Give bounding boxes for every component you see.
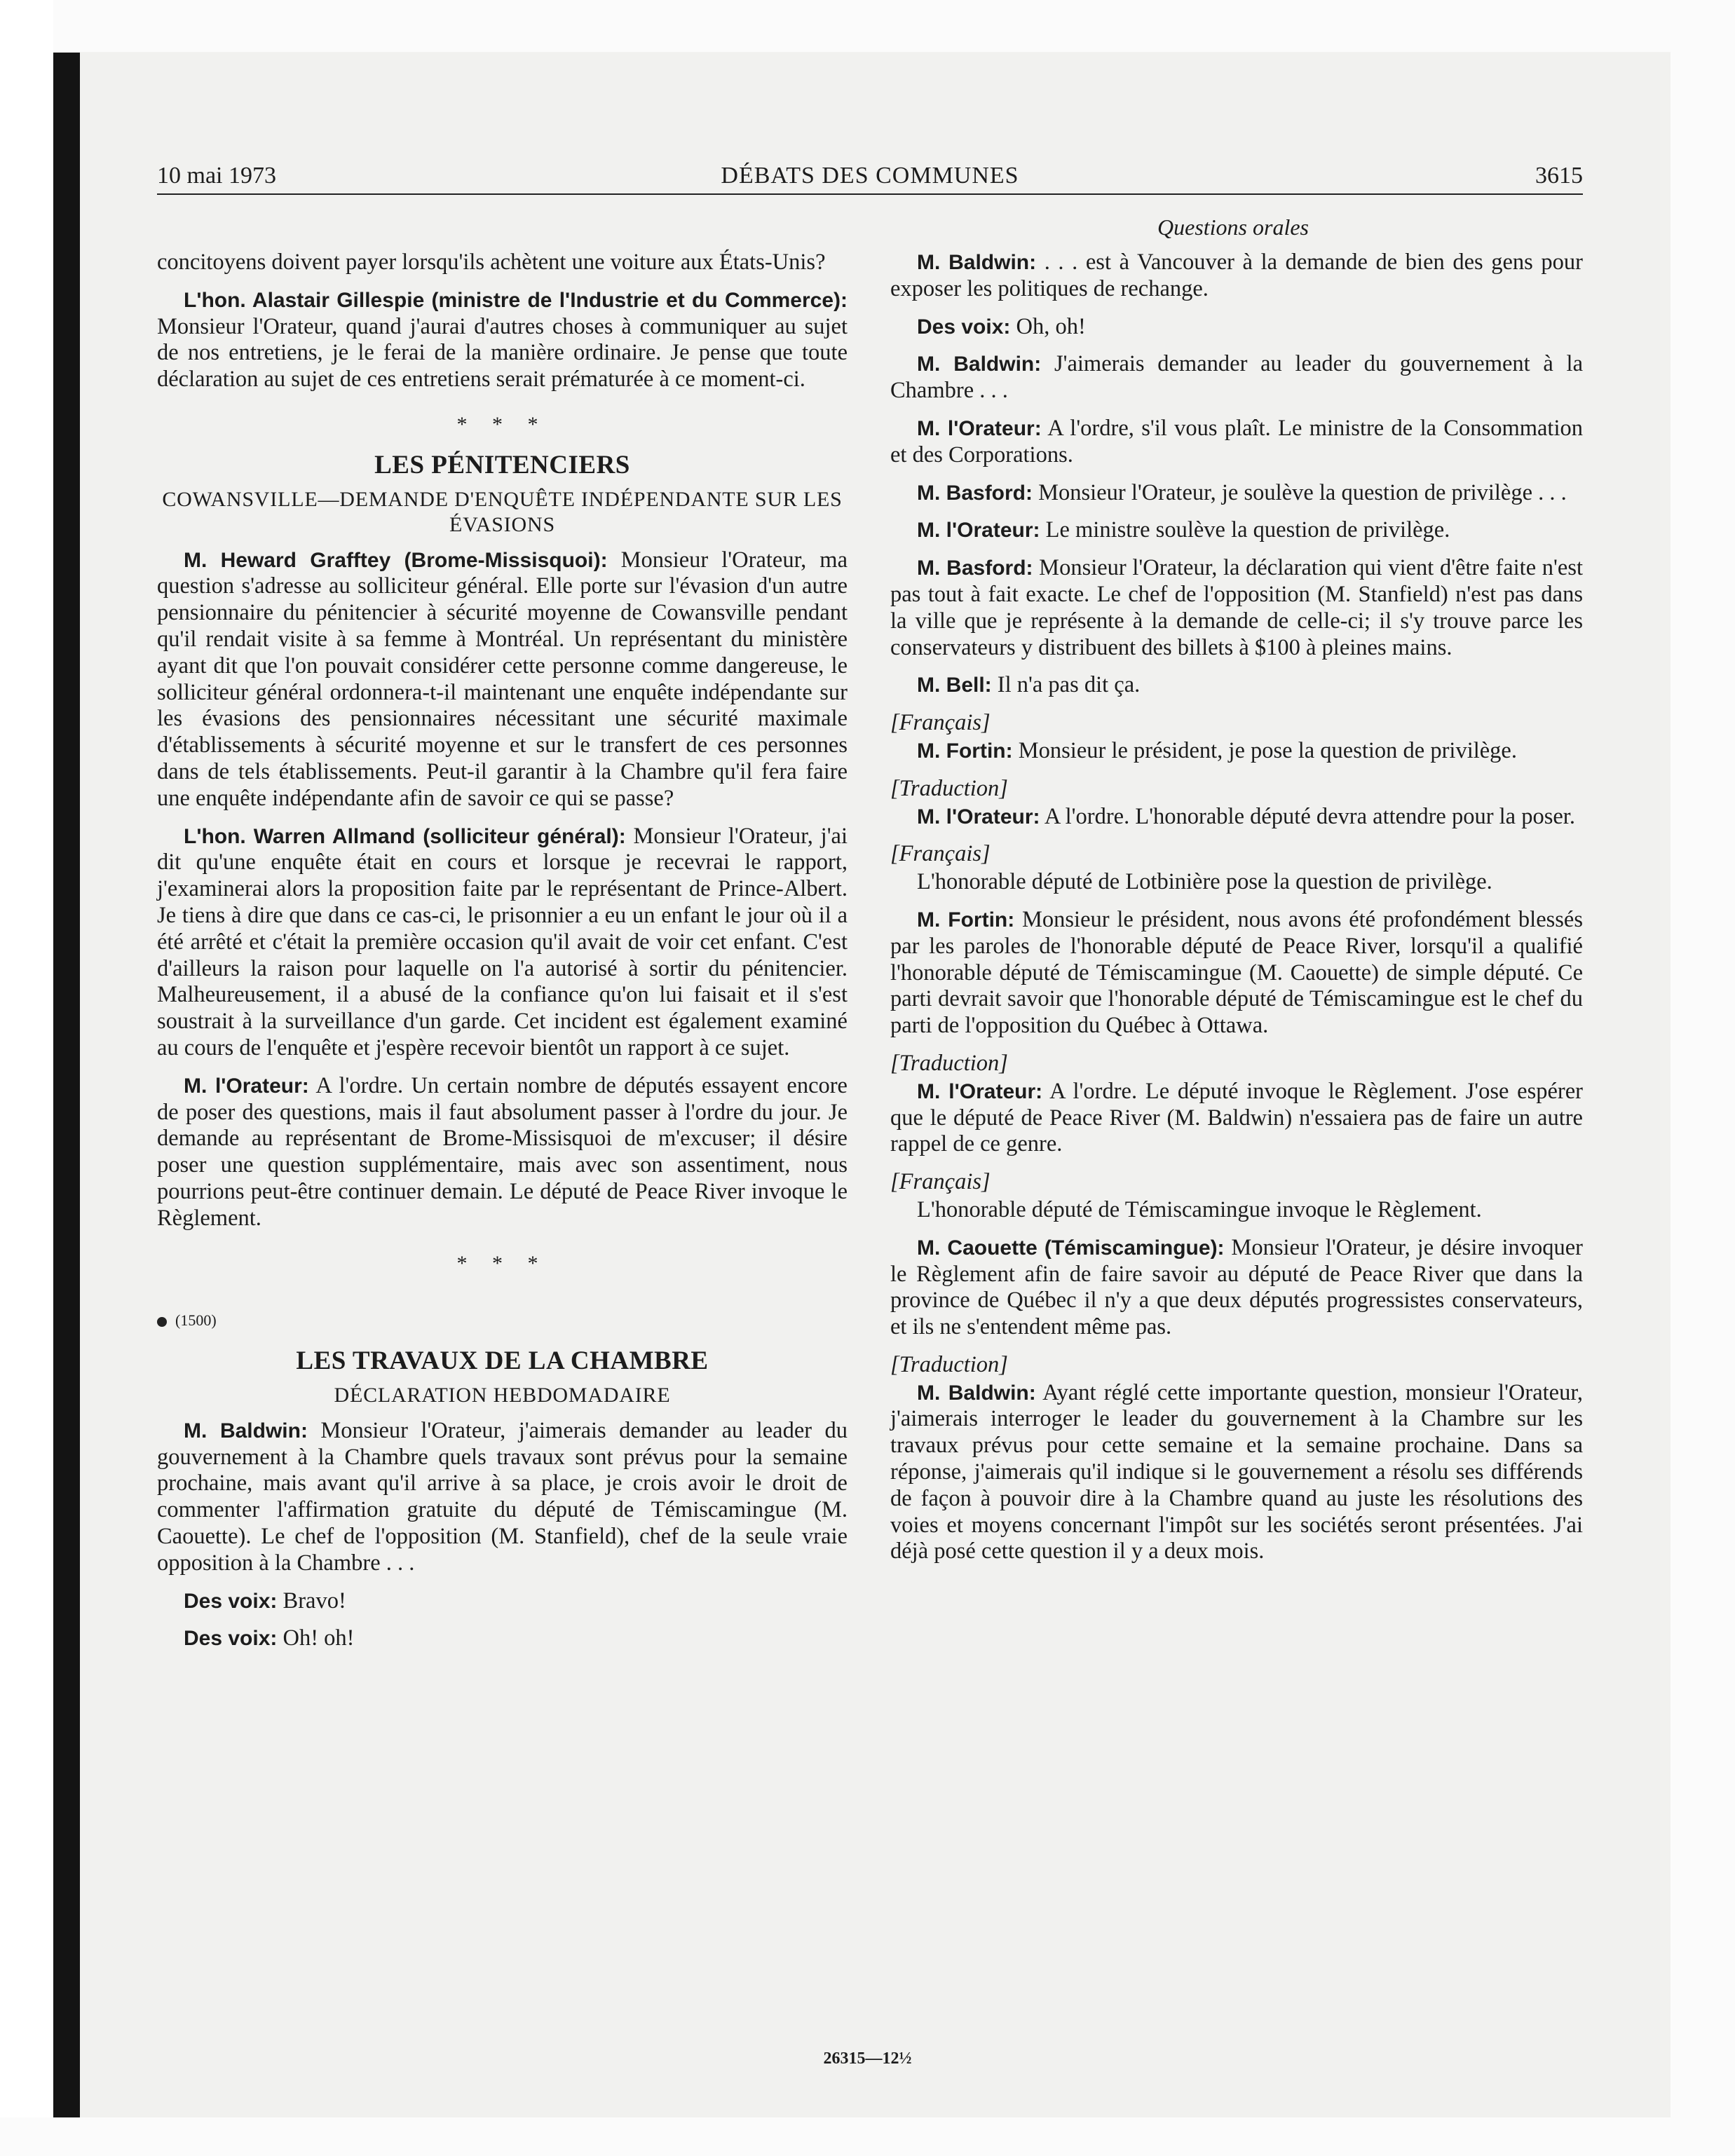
speaker: M. Baldwin: [917,251,1037,274]
section-separator: * * * [456,412,548,436]
speech: Il n'a pas dit ça. [991,672,1141,698]
scan-bottom-margin [0,2117,1735,2156]
speaker: Des voix: [184,1627,278,1651]
section-subtitle: DÉCLARATION HEBDOMADAIRE [334,1383,671,1407]
section-title: LES PÉNITENCIERS [374,450,630,479]
speaker: M. Baldwin: [917,1381,1036,1405]
speaker: M. Heward Grafftey (Brome-Missisquoi): [184,548,608,572]
language-tag: [Français] [890,841,991,867]
language-tag: [Français] [890,710,991,736]
column-heading: Questions orales [1157,214,1309,240]
paragraph [157,1418,848,1577]
paragraph [890,517,1583,544]
paragraph [890,738,1583,765]
section-subtitle: COWANSVILLE—DEMANDE D'ENQUÊTE INDÉPENDANTE SUR LES ÉVASIONS [162,487,843,536]
paragraph [157,1588,848,1615]
speech: Monsieur l'Orateur, je soulève la question de privilège . . . [1033,479,1567,505]
speaker: L'hon. Alastair Gillespie (ministre de l'Industrie et du Commerce): [184,288,848,312]
paragraph: L'honorable député de Témiscamingue invoque le Règlement. [917,1196,1482,1222]
paragraph: concitoyens doivent payer lorsqu'ils achètent une voiture aux États-Unis? [157,250,826,275]
paragraph [890,1380,1583,1566]
speaker: Des voix: [917,315,1011,339]
paragraph [890,351,1583,404]
paragraph [890,250,1583,303]
scan-top-margin [0,0,1735,52]
section-title: LES TRAVAUX DE LA CHAMBRE [296,1346,709,1376]
paragraph [157,547,848,812]
speech: J'aimerais demander au leader du gouvernement à la Chambre . . . [890,351,1583,404]
speaker: M. Basford: [917,557,1033,580]
language-tag: [Français] [890,1169,991,1195]
speech: Monsieur l'Orateur, la déclaration qui vient d'être faite n'est pas tout à fait exacte. Le chef de l'opposition (M. Stanfield) n'est pas dans la ville que je représente à la demande de celle-ci; il s'y trouve parce les conservateurs y distribuent des billets à $100 à pleines mains. [890,555,1584,660]
paragraph [890,1235,1583,1341]
scan-left-margin [0,0,53,2156]
speech: Monsieur l'Orateur, ma question s'adresse au solliciteur général. Elle porte sur l'évasion d'un autre pensionnaire du pénitencier à sécurité moyenne de Cowansville pendant qu'il rendait visite à sa femme à Montréal. Un représentant du ministère ayant dit que l'on pouvait considérer cette personne comme dangereuse, le solliciteur général ordonnera-t-il maintenant une enquête indépendante sur les évasions des pensionnaires nécessitant une sécurité maximale d'établissements à sécurité moyenne et sur le transfert de ces personnes dans de tels établissements. Peut-il garantir à la Chambre qu'il fera faire une enquête indépendante afin de savoir ce qui se passe? [157,547,848,811]
paragraph [157,824,848,1062]
speech: Monsieur l'Orateur, j'ai dit qu'une enquête était en cours et lorsque je recevrai le rapport, j'examinerai alors la proposition faite par le représentant de Prince-Albert. Je tiens à dire que dans ce cas-ci, le prisonnier a eu un enfant le jour où il a été arrêté et c'était la première occasion qu'il avait de voir cet enfant. C'est d'ailleurs la raison pour laquelle on l'a autorisé à sortir du pénitencier. Malheureusement, il a abusé de la confiance qu'on lui faisait et il s'est soustrait à la surveillance d'un garde. Cet incident est également examiné au cours de l'enquête et j'espère recevoir bientôt un rapport à ce sujet. [157,823,848,1060]
bullet-icon [157,1317,167,1327]
speech: Monsieur le président, je pose la question de privilège. [1012,737,1517,763]
speech: A l'ordre, s'il vous plaît. Le ministre de la Consommation et des Corporations. [890,415,1583,468]
speaker: M. Caouette (Témiscamingue): [917,1236,1225,1260]
paragraph [890,1079,1583,1158]
speech: Monsieur l'Orateur, quand j'aurai d'autres choses à communiquer au sujet de nos entretiens, je le ferai de la manière ordinaire. Je pense que toute déclaration au sujet de ces entretiens serait prématurée à ce moment-ci. [157,313,848,393]
timestamp [157,1307,848,1334]
language-tag: [Traduction] [890,1351,1008,1377]
speech: A l'ordre. L'honorable député devra attendre pour la poser. [1040,803,1575,829]
paragraph [890,416,1583,469]
speech: A l'ordre. Un certain nombre de députés essayent encore de poser des questions, mais il faut absolument passer à l'ordre du jour. Je demande au représentant de Brome-Missisquoi de m'excuser; il désire poser une question supplémentaire, mais avec son assentiment, nous pourrions peut-être continuer demain. Le député de Peace River invoque le Règlement. [157,1072,848,1231]
speech: Oh, oh! [1010,313,1086,339]
paragraph [890,907,1583,1039]
speaker: M. Basford: [917,481,1033,505]
speech: Oh! oh! [277,1625,355,1651]
speaker: M. Baldwin: [917,353,1042,376]
speaker: M. l'Orateur: [917,519,1040,543]
speaker: M. Baldwin: [184,1419,308,1442]
paragraph [890,555,1583,661]
speech: Le ministre soulève la question de privilège. [1040,517,1450,543]
language-tag: [Traduction] [890,775,1008,801]
section-separator: * * * [456,1251,548,1275]
speaker: M. l'Orateur: [917,805,1040,828]
scan-binding-shadow [53,53,80,2119]
speech: Bravo! [277,1588,346,1613]
speech: A l'ordre. Le député invoque le Règlement. J'ose espérer que le député de Peace River (M. Baldwin) n'essaiera pas de faire un autre rappel de ce genre. [890,1078,1583,1157]
scan-right-margin [1671,0,1735,2156]
page-number: 3615 [1535,163,1583,189]
paragraph [157,1073,848,1232]
paragraph [890,314,1583,341]
header-date: 10 mai 1973 [157,163,276,189]
paragraph [890,804,1583,831]
timestamp-text: (1500) [175,1311,217,1330]
paragraph [157,1625,848,1652]
left-column [157,250,848,1663]
speaker: Des voix: [184,1589,278,1613]
print-code: 26315—12½ [823,2049,912,2068]
running-header [157,163,1583,191]
speech: Monsieur l'Orateur, j'aimerais demander au leader du gouvernement à la Chambre quels travaux sont prévus pour la semaine prochaine, mais avant qu'il arrive à sa place, je crois avoir le droit de commenter l'affirmation gratuite du député de Témiscamingue (M. Caouette). Le chef de l'opposition (M. Stanfield), chef de la seule vraie opposition à la Chambre . . . [157,1417,848,1576]
speech: Monsieur le président, nous avons été profondément blessés par les paroles de l'honorable député de Peace River, lorsqu'il a qualifié l'honorable député de Témiscamingue (M. Caouette) de simple député. Ce parti devrait savoir que l'honorable député de Témiscamingue est le chef du parti de l'opposition du Québec à Ottawa. [890,906,1583,1039]
paragraph [890,480,1583,507]
paragraph: L'honorable député de Lotbinière pose la question de privilège. [917,869,1492,895]
speaker: M. Fortin: [917,739,1013,763]
speech: . . . est à Vancouver à la demande de bien des gens pour exposer les politiques de rechange. [890,250,1583,301]
speaker: M. l'Orateur: [184,1074,309,1098]
speaker: M. l'Orateur: [917,416,1042,440]
speech: Ayant réglé cette importante question, monsieur l'Orateur, j'aimerais interroger le leader du gouvernement à la Chambre sur les travaux prévus pour cette semaine et la semaine prochaine. Dans sa réponse, j'aimerais qu'il indique si le gouvernement a résolu ses différends de façon à pouvoir dire à la Chambre quand au juste les résolutions des voies et moyens concernant l'impôt sur les sociétés seront présentées. J'ai déjà posé cette question il y a deux mois. [890,1379,1583,1564]
speaker: M. Bell: [917,674,992,697]
header-title: DÉBATS DES COMMUNES [721,163,1019,189]
speaker: L'hon. Warren Allmand (solliciteur général): [184,824,626,848]
speech: Monsieur l'Orateur, je désire invoquer le Règlement afin de faire savoir au député de Peace River que dans la province de Québec il n'y a que deux députés progressistes conservateurs, et ils ne s'entendent même pas. [890,1234,1583,1340]
paragraph [890,672,1583,699]
paragraph [157,287,848,393]
header-rule [157,193,1583,195]
language-tag: [Traduction] [890,1050,1008,1076]
right-column [890,250,1583,1576]
speaker: M. Fortin: [917,908,1015,932]
speaker: M. l'Orateur: [917,1079,1043,1103]
